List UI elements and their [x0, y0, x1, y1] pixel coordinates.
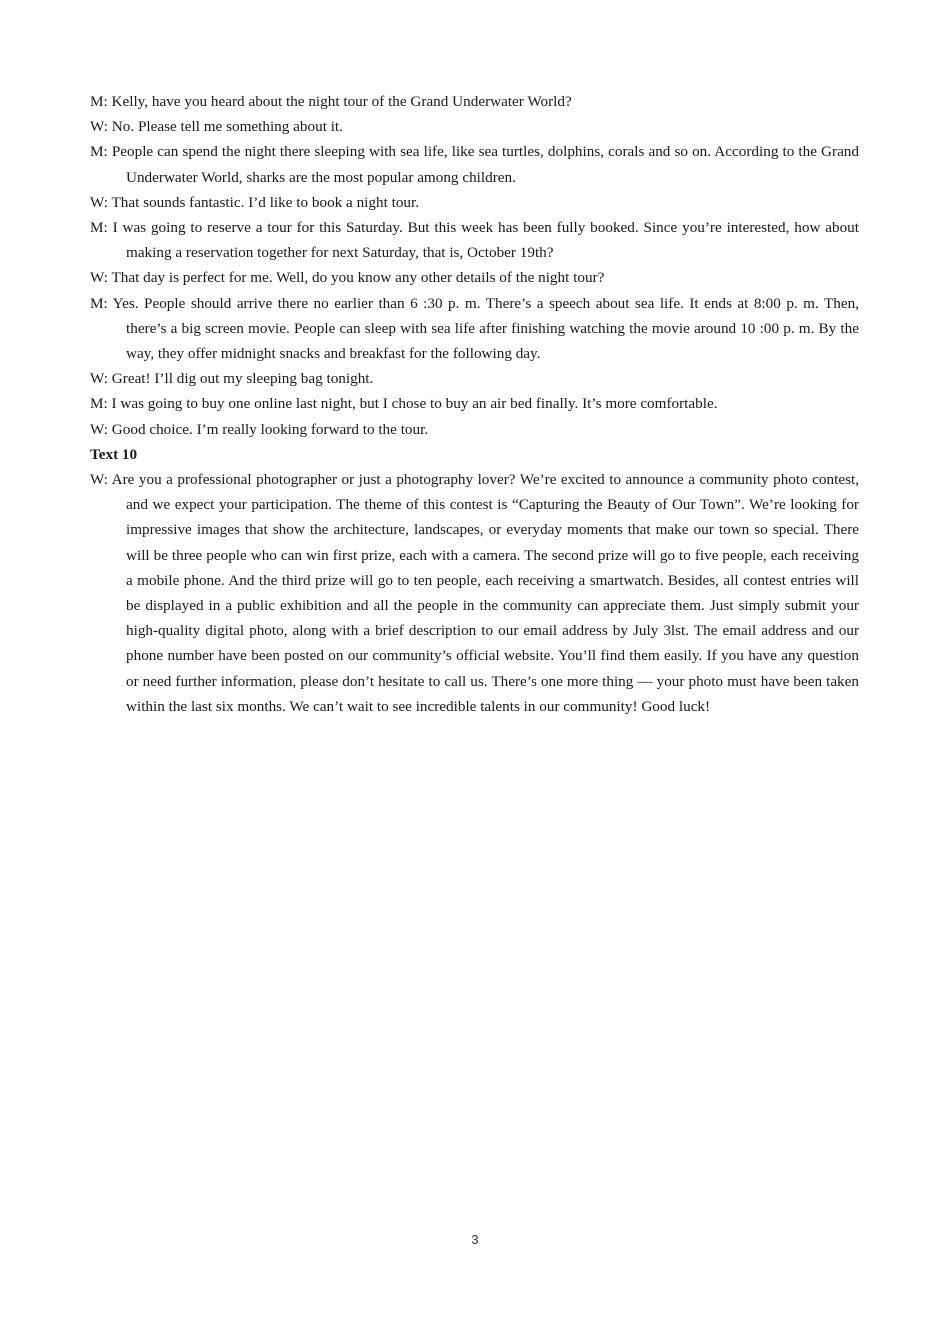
dialogue-text: That day is perfect for me. Well, do you know any other details of the night tour?: [111, 269, 605, 287]
dialogue-text: No. Please tell me something about it.: [111, 118, 343, 136]
dialogue-line: [90, 190, 859, 215]
speaker-label: M:: [90, 93, 108, 110]
dialogue-line: [90, 139, 859, 189]
dialogue-text: Great! I’ll dig out my sleeping bag tonight.: [111, 370, 374, 388]
speaker-label: M:: [90, 219, 108, 237]
dialogue-line: [90, 114, 859, 139]
dialogue-text: That sounds fantastic. I’d like to book a night tour.: [111, 193, 420, 211]
dialogue-text: I was going to reserve a tour for this Saturday. But this week has been fully booked. Since you’re interested, how about making a reservation together for next Saturday, that is, October 19th?: [112, 219, 859, 262]
monologue-text: Are you a professional photographer or just a photography lover? We’re excited to announce a community photo contest, and we expect your participation. The theme of this contest is “Capturing the Beauty of Our Town”. We’re looking for impressive images that show the architecture, landscapes, or everyday moments that make our town so special. There will be three people who can win first prize, each with a camera. The second prize will go to five people, each receiving a mobile phone. And the third prize will go to ten people, each receiving a smartwatch. Besides, all contest entries will be displayed in a public exhibition and all the people in the community can appreciate them. Just simply submit your high-quality digital photo, along with a brief description to our email address by July 3lst. The email address and our phone number have been posted on our community’s official website. You’ll find them easily. If you have any question or need further information, please don’t hesitate to call us. There’s one more thing — your photo must have been taken within the last six months. We can’t wait to see incredible talents in our community! Good luck!: [111, 471, 860, 715]
dialogue-line: [90, 215, 859, 265]
dialogue-text: Kelly, have you heard about the night tour of the Grand Underwater World?: [111, 93, 572, 110]
dialogue-text: Good choice. I’m really looking forward to the tour.: [111, 420, 429, 438]
speaker-label: M:: [90, 395, 108, 413]
dialogue-line: [90, 265, 859, 290]
speaker-label: W:: [90, 471, 108, 489]
dialogue-line: [90, 291, 859, 367]
speaker-label: W:: [90, 269, 108, 287]
dialogue-line: [90, 89, 859, 114]
section-heading: Text 10: [90, 445, 138, 463]
dialogue-line: [90, 391, 859, 416]
dialogue-text: People can spend the night there sleeping with sea life, like sea turtles, dolphins, corals and so on. According to the Grand Underwater World, sharks are the most popular among children.: [111, 143, 859, 186]
page-content: [90, 89, 859, 719]
speaker-label: M:: [90, 294, 108, 312]
speaker-label: W:: [90, 420, 108, 438]
speaker-label: W:: [90, 118, 108, 136]
page-number: 3: [471, 1232, 479, 1247]
speaker-label: W:: [90, 370, 108, 388]
monologue: [90, 467, 859, 719]
speaker-label: W:: [90, 193, 108, 211]
dialogue-text: Yes. People should arrive there no earlier than 6 :30 p. m. There’s a speech about sea life. It ends at 8:00 p. m. Then, there’s a big screen movie. People can sleep with sea life after finishing watching the movie around 10 :00 p. m. By the way, they offer midnight snacks and breakfast for the following day.: [112, 294, 859, 363]
dialogue-line: [90, 366, 859, 391]
speaker-label: M:: [90, 143, 108, 161]
dialogue-line: [90, 417, 859, 442]
dialogue-text: I was going to buy one online last night, but I chose to buy an air bed finally. It’s more comfortable.: [111, 395, 718, 413]
